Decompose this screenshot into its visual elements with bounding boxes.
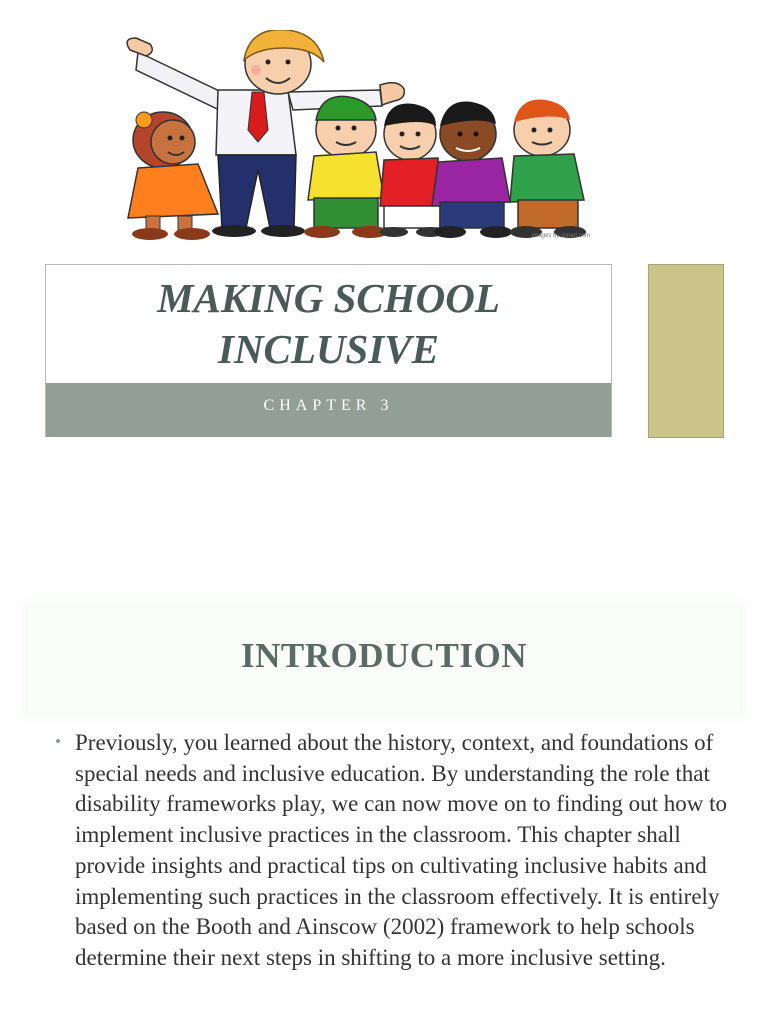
title-box xyxy=(45,264,612,437)
accent-box xyxy=(648,264,724,438)
bullet-icon: • xyxy=(55,732,61,751)
clipart-credit: images by clipart.com xyxy=(532,233,591,239)
child-girl-figure xyxy=(128,112,218,240)
slide-heading: INTRODUCTION xyxy=(240,636,528,675)
child-boy-yellow-figure xyxy=(304,96,388,238)
child-boy-green-figure xyxy=(510,99,586,238)
slide-title: MAKING SCHOOL INCLUSIVE xyxy=(157,275,500,372)
teacher-with-children-clipart xyxy=(118,30,610,245)
introduction-slide xyxy=(0,580,768,1024)
heading-band xyxy=(28,608,740,712)
slide-subtitle: CHAPTER 3 xyxy=(263,397,394,414)
child-boy-red-figure xyxy=(380,103,444,237)
bullet-item: Previously, you learned about the history, context, and foundations of special needs and inclusive education. By understanding the role that disability frameworks play, we can now move on to finding out how to implement inclusive practices in the classroom. This chapter shall provide insights and practical tips on cultivating inclusive habits and implementing such practices in the classroom effectively. It is entirely based on the Booth and Ainscow (2002) framework to help schools determine their next steps in shifting to a more inclusive setting. xyxy=(75,730,727,970)
subtitle-band xyxy=(46,383,611,437)
child-boy-purple-figure xyxy=(432,102,512,239)
